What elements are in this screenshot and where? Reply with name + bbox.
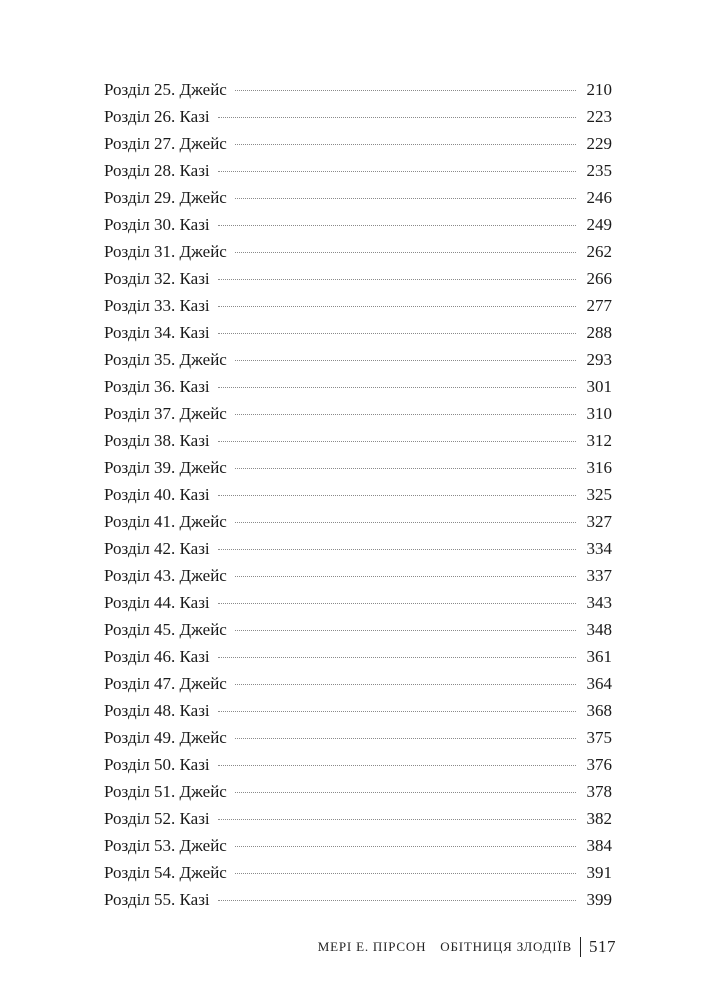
toc-entry-page-number: 293 (586, 350, 612, 369)
toc-entry-title: Розділ 41. Джейс (104, 512, 227, 531)
toc-entry-title: Розділ 26. Казі (104, 107, 210, 126)
toc-entry (104, 778, 612, 805)
toc-entry-title: Розділ 51. Джейс (104, 782, 227, 801)
dot-leader (218, 306, 576, 307)
footer-author: МЕРІ Е. ПІРСОН (317, 939, 427, 954)
toc-entry (104, 265, 612, 292)
toc-entry-title: Розділ 52. Казі (104, 809, 210, 828)
toc-entry (104, 562, 612, 589)
toc-entry-page-number: 343 (586, 593, 612, 612)
toc-entry-title: Розділ 43. Джейс (104, 566, 227, 585)
toc-entry (104, 832, 612, 859)
dot-leader (235, 252, 576, 253)
toc-entry (104, 508, 612, 535)
toc-entry-page-number: 334 (586, 539, 612, 558)
toc-entry-page-number: 229 (586, 134, 612, 153)
toc-entry-title: Розділ 31. Джейс (104, 242, 227, 261)
toc-entry (104, 751, 612, 778)
toc-entry-page-number: 364 (586, 674, 612, 693)
dot-leader (218, 333, 576, 334)
dot-leader (235, 468, 576, 469)
toc-entry (104, 103, 612, 130)
table-of-contents (104, 76, 612, 913)
running-footer (318, 937, 616, 957)
toc-entry (104, 670, 612, 697)
toc-entry-title: Розділ 39. Джейс (104, 458, 227, 477)
toc-entry (104, 76, 612, 103)
toc-entry-page-number: 266 (586, 269, 612, 288)
toc-entry-page-number: 288 (586, 323, 612, 342)
dot-leader (235, 576, 576, 577)
toc-entry (104, 805, 612, 832)
toc-entry-page-number: 246 (586, 188, 612, 207)
dot-leader (235, 792, 576, 793)
toc-entry-title: Розділ 34. Казі (104, 323, 210, 342)
toc-entry (104, 292, 612, 319)
toc-entry-title: Розділ 29. Джейс (104, 188, 227, 207)
dot-leader (218, 603, 576, 604)
toc-entry-page-number: 210 (586, 80, 612, 99)
toc-entry-page-number: 312 (586, 431, 612, 450)
dot-leader (218, 549, 576, 550)
dot-leader (235, 684, 576, 685)
toc-entry (104, 346, 612, 373)
toc-entry-title: Розділ 45. Джейс (104, 620, 227, 639)
dot-leader (218, 117, 576, 118)
dot-leader (218, 657, 576, 658)
toc-entry (104, 886, 612, 913)
toc-entry-title: Розділ 42. Казі (104, 539, 210, 558)
toc-entry-title: Розділ 38. Казі (104, 431, 210, 450)
toc-entry (104, 157, 612, 184)
dot-leader (218, 387, 576, 388)
dot-leader (218, 279, 576, 280)
footer-page-number: 517 (589, 937, 616, 956)
toc-entry (104, 616, 612, 643)
dot-leader (235, 630, 576, 631)
toc-entry-title: Розділ 30. Казі (104, 215, 210, 234)
dot-leader (218, 819, 576, 820)
toc-entry-title: Розділ 54. Джейс (104, 863, 227, 882)
toc-entry-title: Розділ 44. Казі (104, 593, 210, 612)
dot-leader (218, 441, 576, 442)
toc-entry-page-number: 325 (586, 485, 612, 504)
toc-entry-title: Розділ 28. Казі (104, 161, 210, 180)
dot-leader (235, 360, 576, 361)
toc-entry-page-number: 316 (586, 458, 612, 477)
toc-entry-page-number: 361 (586, 647, 612, 666)
dot-leader (218, 171, 576, 172)
toc-entry-title: Розділ 32. Казі (104, 269, 210, 288)
dot-leader (235, 738, 576, 739)
toc-entry (104, 589, 612, 616)
dot-leader (235, 522, 576, 523)
toc-entry-page-number: 310 (586, 404, 612, 423)
dot-leader (218, 495, 576, 496)
toc-entry-page-number: 337 (586, 566, 612, 585)
toc-entry-title: Розділ 25. Джейс (104, 80, 227, 99)
toc-entry-title: Розділ 35. Джейс (104, 350, 227, 369)
toc-entry-title: Розділ 49. Джейс (104, 728, 227, 747)
dot-leader (235, 873, 576, 874)
toc-entry-title: Розділ 47. Джейс (104, 674, 227, 693)
toc-entry-page-number: 235 (586, 161, 612, 180)
toc-entry-page-number: 277 (586, 296, 612, 315)
footer-book-title: ОБІТНИЦЯ ЗЛОДІЇВ (440, 939, 572, 954)
toc-entry-page-number: 382 (586, 809, 612, 828)
toc-entry-page-number: 223 (586, 107, 612, 126)
toc-entry-title: Розділ 27. Джейс (104, 134, 227, 153)
toc-entry-page-number: 399 (586, 890, 612, 909)
toc-entry (104, 724, 612, 751)
toc-entry-title: Розділ 53. Джейс (104, 836, 227, 855)
toc-entry (104, 535, 612, 562)
dot-leader (218, 225, 576, 226)
toc-entry-page-number: 375 (586, 728, 612, 747)
toc-entry-page-number: 262 (586, 242, 612, 261)
toc-entry-page-number: 301 (586, 377, 612, 396)
toc-entry (104, 319, 612, 346)
toc-entry-title: Розділ 46. Казі (104, 647, 210, 666)
dot-leader (218, 900, 576, 901)
toc-entry-title: Розділ 48. Казі (104, 701, 210, 720)
toc-entry-title: Розділ 40. Казі (104, 485, 210, 504)
toc-entry (104, 184, 612, 211)
toc-entry (104, 427, 612, 454)
dot-leader (218, 765, 576, 766)
dot-leader (235, 198, 576, 199)
toc-entry-page-number: 391 (586, 863, 612, 882)
dot-leader (218, 711, 576, 712)
toc-entry-page-number: 376 (586, 755, 612, 774)
toc-entry-title: Розділ 37. Джейс (104, 404, 227, 423)
toc-entry (104, 130, 612, 157)
toc-entry-page-number: 378 (586, 782, 612, 801)
toc-entry-title: Розділ 50. Казі (104, 755, 210, 774)
toc-entry (104, 859, 612, 886)
toc-entry-page-number: 368 (586, 701, 612, 720)
toc-entry (104, 643, 612, 670)
toc-entry-page-number: 327 (586, 512, 612, 531)
toc-entry (104, 454, 612, 481)
toc-entry (104, 400, 612, 427)
dot-leader (235, 414, 576, 415)
toc-entry-title: Розділ 36. Казі (104, 377, 210, 396)
toc-entry (104, 481, 612, 508)
toc-entry-page-number: 348 (586, 620, 612, 639)
dot-leader (235, 90, 576, 91)
dot-leader (235, 144, 576, 145)
toc-entry-page-number: 384 (586, 836, 612, 855)
toc-entry-page-number: 249 (586, 215, 612, 234)
toc-entry (104, 697, 612, 724)
toc-entry (104, 238, 612, 265)
toc-entry-title: Розділ 55. Казі (104, 890, 210, 909)
toc-entry (104, 211, 612, 238)
dot-leader (235, 846, 576, 847)
toc-entry (104, 373, 612, 400)
toc-entry-title: Розділ 33. Казі (104, 296, 210, 315)
footer-separator (580, 937, 581, 957)
